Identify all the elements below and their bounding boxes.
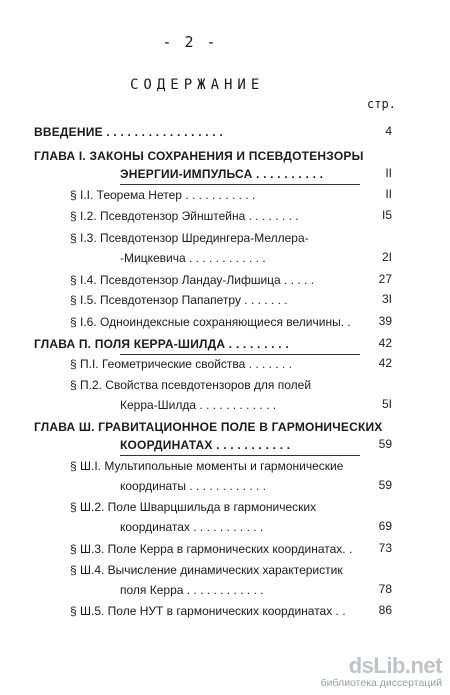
toc-entry: -Мицкевича . . . . . . . . . . . . bbox=[120, 251, 266, 265]
toc-entry: КООРДИНАТАХ . . . . . . . . . . . bbox=[120, 438, 291, 452]
toc-entry: ЭНЕРГИИ-ИМПУЛЬСА . . . . . . . . . . bbox=[120, 167, 324, 181]
toc-entry: координатах . . . . . . . . . . . bbox=[120, 520, 264, 534]
toc-entry: § I.6. Одноиндексные сохраняющиеся величины. . bbox=[70, 315, 351, 329]
toc-entry: § I.2. Псевдотензор Эйнштейна . . . . . . . . bbox=[70, 209, 299, 223]
page-column-label: стр. bbox=[367, 97, 396, 111]
toc-entry: § I.5. Псевдотензор Папапетру . . . . . . . bbox=[70, 293, 288, 307]
toc-entry: координаты . . . . . . . . . . . . bbox=[120, 479, 267, 493]
divider-line bbox=[120, 184, 360, 185]
toc-entry: § Ш.2. Поле Шварцшильда в гармонических bbox=[70, 500, 317, 514]
toc-entry: § Ш.I. Мультипольные моменты и гармонические bbox=[70, 459, 344, 473]
toc-page-number: 59 bbox=[378, 437, 392, 451]
toc-entry: § I.4. Псевдотензор Ландау-Лифшица . . . . . bbox=[70, 273, 315, 287]
toc-page-number: 39 bbox=[378, 314, 392, 328]
toc-entry: ГЛАВА Ш. ГРАВИТАЦИОННОЕ ПОЛЕ В ГАРМОНИЧЕСКИХ bbox=[34, 420, 383, 434]
toc-page-number: I5 bbox=[381, 208, 392, 222]
toc-entry: поля Керра . . . . . . . . . . . . bbox=[120, 583, 264, 597]
toc-page-number: 42 bbox=[378, 356, 392, 370]
toc-entry: § I.3. Псевдотензор Шредингера-Меллера- bbox=[70, 231, 309, 245]
toc-entry: Керра-Шилда . . . . . . . . . . . . bbox=[120, 398, 277, 412]
toc-title: СОДЕРЖАНИЕ bbox=[130, 77, 265, 93]
toc-page-number: 4 bbox=[385, 124, 392, 138]
toc-entry: § П.2. Свойства псевдотензоров для полей bbox=[70, 378, 312, 392]
toc-page-number: 59 bbox=[378, 478, 392, 492]
toc-entry: ГЛАВА I. ЗАКОНЫ СОХРАНЕНИЯ И ПСЕВДОТЕНЗОРЫ bbox=[34, 149, 364, 163]
watermark-logo: dsLib.net bbox=[348, 653, 442, 678]
toc-entry: § Ш.5. Поле НУТ в гармонических координатах . . bbox=[70, 604, 346, 618]
watermark bbox=[321, 653, 442, 689]
divider-line bbox=[120, 455, 360, 456]
toc-entry: § Ш.4. Вычисление динамических характеристик bbox=[70, 563, 343, 577]
toc-page-number: 2I bbox=[381, 250, 392, 264]
toc-entry: § П.I. Геометрические свойства . . . . . . . bbox=[70, 357, 292, 371]
toc-entry: ГЛАВА П. ПОЛЯ КЕРРА-ШИЛДА . . . . . . . . . bbox=[34, 337, 289, 351]
watermark-caption: библиотека диссертаций bbox=[320, 677, 442, 689]
toc-entry: § I.I. Теорема Нетер . . . . . . . . . . . bbox=[70, 188, 256, 202]
toc-page-number: 27 bbox=[378, 272, 392, 286]
page-number: - 2 - bbox=[162, 33, 218, 51]
toc-page-number: II bbox=[385, 187, 392, 201]
toc-page-number: 73 bbox=[378, 541, 392, 555]
toc-page-number: 3I bbox=[381, 292, 392, 306]
toc-entry: § Ш.3. Поле Керра в гармонических координатах. . bbox=[70, 542, 353, 556]
toc-page-number: 86 bbox=[378, 603, 392, 617]
toc-page-number: II bbox=[385, 166, 392, 180]
toc-entry: ВВЕДЕНИЕ . . . . . . . . . . . . . . . . . bbox=[34, 125, 223, 139]
toc-page-number: 78 bbox=[378, 582, 392, 596]
toc-page-number: 42 bbox=[378, 336, 392, 350]
divider-line bbox=[120, 354, 360, 355]
toc-page-number: 69 bbox=[378, 519, 392, 533]
toc-page-number: 5I bbox=[381, 397, 392, 411]
